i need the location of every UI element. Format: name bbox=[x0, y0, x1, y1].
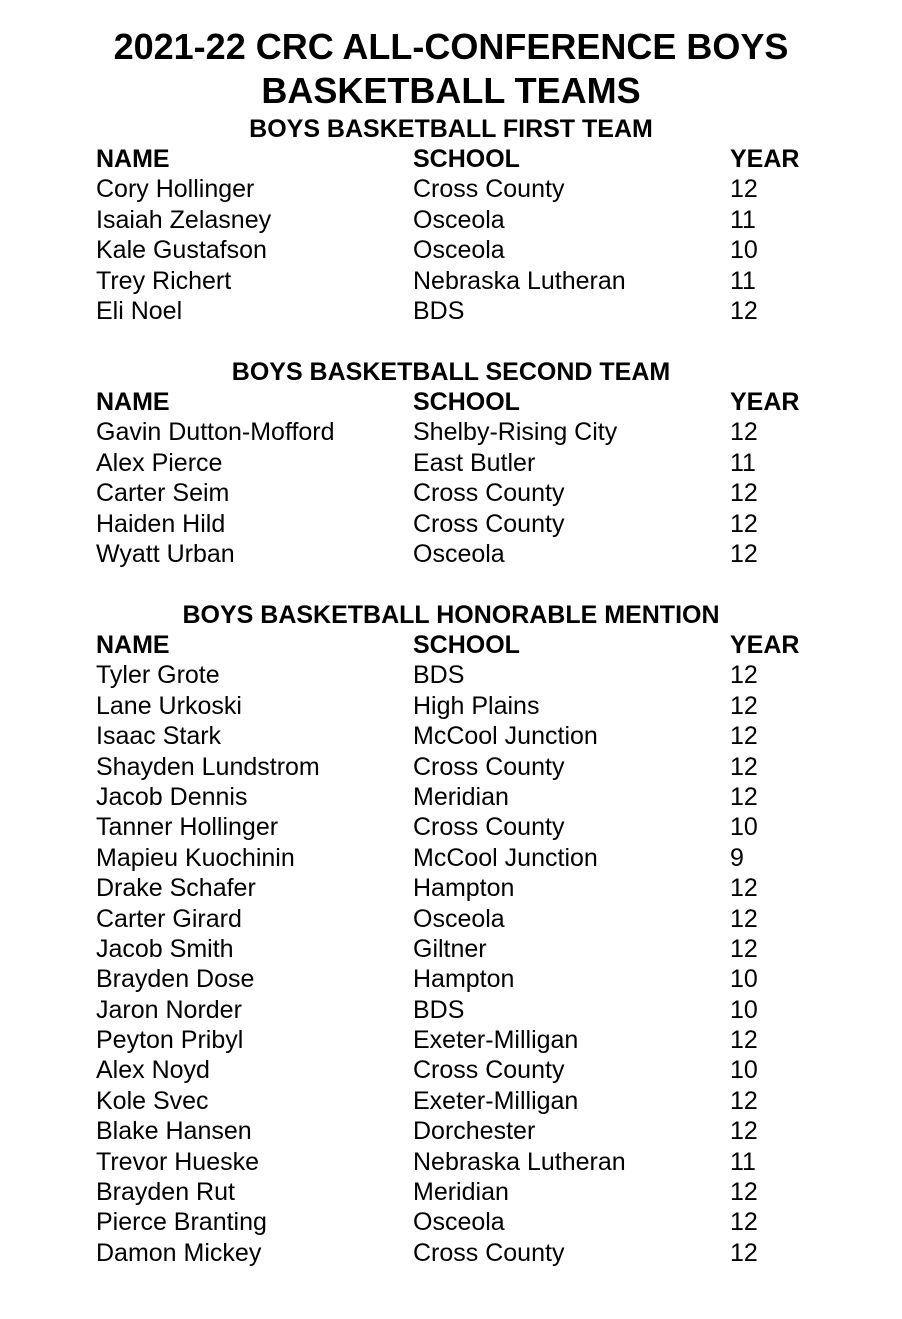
table-row bbox=[0, 205, 902, 235]
player-school: Meridian bbox=[413, 782, 509, 811]
section-heading: BOYS BASKETBALL HONORABLE MENTION bbox=[182, 601, 720, 629]
player-year: 12 bbox=[730, 661, 758, 690]
player-name: Damon Mickey bbox=[96, 1238, 262, 1267]
player-school: Dorchester bbox=[413, 1117, 536, 1146]
player-year: 12 bbox=[730, 1208, 758, 1237]
table-row bbox=[0, 478, 902, 508]
player-year: 12 bbox=[730, 479, 758, 508]
player-year: 11 bbox=[730, 266, 756, 295]
player-year: 12 bbox=[730, 1117, 758, 1146]
player-year: 12 bbox=[730, 418, 758, 447]
player-year: 9 bbox=[730, 843, 744, 872]
table-body bbox=[0, 660, 902, 1268]
page-title-line-1: 2021-22 CRC ALL-CONFERENCE BOYS bbox=[113, 26, 789, 67]
player-school: Exeter-Milligan bbox=[413, 1086, 579, 1115]
player-year: 10 bbox=[730, 236, 758, 265]
column-header-name: NAME bbox=[96, 388, 170, 416]
player-school: Hampton bbox=[413, 874, 515, 903]
table-row bbox=[0, 1177, 902, 1207]
table-header-row bbox=[0, 144, 902, 174]
player-year: 10 bbox=[730, 965, 758, 994]
player-year: 12 bbox=[730, 1178, 758, 1207]
player-name: Isaac Stark bbox=[96, 722, 222, 751]
player-year: 10 bbox=[730, 995, 758, 1024]
column-header-name: NAME bbox=[96, 631, 170, 659]
player-school: McCool Junction bbox=[413, 843, 598, 872]
player-name: Kole Svec bbox=[96, 1086, 209, 1115]
table-row bbox=[0, 721, 902, 751]
table-row bbox=[0, 995, 902, 1025]
section-first-team bbox=[0, 114, 902, 326]
player-school: Shelby-Rising City bbox=[413, 418, 618, 447]
player-year: 12 bbox=[730, 904, 758, 933]
player-name: Drake Schafer bbox=[96, 874, 256, 903]
column-header-name: NAME bbox=[96, 145, 170, 173]
player-name: Jacob Smith bbox=[96, 934, 234, 963]
player-school: BDS bbox=[413, 995, 465, 1024]
player-name: Isaiah Zelasney bbox=[96, 205, 272, 234]
player-school: High Plains bbox=[413, 691, 540, 720]
player-school: Cross County bbox=[413, 813, 565, 842]
player-name: Peyton Pribyl bbox=[96, 1026, 244, 1055]
table-row bbox=[0, 782, 902, 812]
player-name: Jaron Norder bbox=[96, 995, 242, 1024]
table-row bbox=[0, 417, 902, 447]
player-name: Gavin Dutton-Mofford bbox=[96, 418, 335, 447]
table-row bbox=[0, 539, 902, 569]
player-school: Nebraska Lutheran bbox=[413, 1147, 626, 1176]
player-year: 10 bbox=[730, 813, 758, 842]
player-year: 12 bbox=[730, 1238, 758, 1267]
player-name: Wyatt Urban bbox=[96, 539, 235, 568]
table-row bbox=[0, 873, 902, 903]
table-row bbox=[0, 174, 902, 204]
player-name: Carter Girard bbox=[96, 904, 242, 933]
table-row bbox=[0, 1207, 902, 1237]
player-school: Osceola bbox=[413, 904, 505, 933]
column-header-school: SCHOOL bbox=[413, 145, 520, 173]
player-school: Osceola bbox=[413, 1208, 505, 1237]
table-row bbox=[0, 904, 902, 934]
column-header-school: SCHOOL bbox=[413, 631, 520, 659]
column-header-school: SCHOOL bbox=[413, 388, 520, 416]
player-year: 12 bbox=[730, 722, 758, 751]
player-name: Shayden Lundstrom bbox=[96, 752, 320, 781]
player-name: Mapieu Kuochinin bbox=[96, 843, 295, 872]
player-school: Cross County bbox=[413, 752, 565, 781]
column-header-year: YEAR bbox=[730, 631, 800, 659]
player-school: BDS bbox=[413, 661, 465, 690]
table-row bbox=[0, 1147, 902, 1177]
player-year: 12 bbox=[730, 175, 758, 204]
table-row bbox=[0, 1055, 902, 1085]
player-name: Tyler Grote bbox=[96, 661, 220, 690]
player-name: Jacob Dennis bbox=[96, 782, 248, 811]
column-header-year: YEAR bbox=[730, 388, 800, 416]
player-year: 12 bbox=[730, 934, 758, 963]
player-school: East Butler bbox=[413, 448, 536, 477]
player-name: Tanner Hollinger bbox=[96, 813, 279, 842]
player-school: Osceola bbox=[413, 539, 505, 568]
player-year: 12 bbox=[730, 874, 758, 903]
player-year: 11 bbox=[730, 448, 756, 477]
player-school: Cross County bbox=[413, 1238, 565, 1267]
player-school: Cross County bbox=[413, 1056, 565, 1085]
player-name: Alex Pierce bbox=[96, 448, 223, 477]
player-school: Osceola bbox=[413, 205, 505, 234]
player-name: Pierce Branting bbox=[96, 1208, 267, 1237]
player-year: 10 bbox=[730, 1056, 758, 1085]
player-name: Eli Noel bbox=[96, 296, 183, 325]
table-row bbox=[0, 812, 902, 842]
player-name: Kale Gustafson bbox=[96, 236, 267, 265]
section-second-team bbox=[0, 357, 902, 569]
player-school: Cross County bbox=[413, 479, 565, 508]
page-title-line-2: BASKETBALL TEAMS bbox=[261, 70, 641, 111]
player-school: McCool Junction bbox=[413, 722, 598, 751]
player-name: Alex Noyd bbox=[96, 1056, 210, 1085]
player-name: Lane Urkoski bbox=[96, 691, 242, 720]
player-school: Cross County bbox=[413, 509, 565, 538]
table-header-row bbox=[0, 630, 902, 660]
player-name: Trey Richert bbox=[96, 266, 232, 295]
player-year: 11 bbox=[730, 1147, 756, 1176]
player-school: Cross County bbox=[413, 175, 565, 204]
table-row bbox=[0, 1238, 902, 1268]
table-row bbox=[0, 1025, 902, 1055]
player-name: Brayden Rut bbox=[96, 1178, 235, 1207]
player-school: Hampton bbox=[413, 965, 515, 994]
table-row bbox=[0, 266, 902, 296]
player-year: 12 bbox=[730, 782, 758, 811]
table-row bbox=[0, 1086, 902, 1116]
table-row bbox=[0, 752, 902, 782]
player-year: 12 bbox=[730, 1086, 758, 1115]
table-header-row bbox=[0, 387, 902, 417]
player-year: 12 bbox=[730, 752, 758, 781]
table-row bbox=[0, 296, 902, 326]
player-name: Blake Hansen bbox=[96, 1117, 252, 1146]
table-row bbox=[0, 691, 902, 721]
table-row bbox=[0, 660, 902, 690]
table-row bbox=[0, 235, 902, 265]
table-body bbox=[0, 174, 902, 326]
table-row bbox=[0, 509, 902, 539]
player-year: 12 bbox=[730, 1026, 758, 1055]
player-name: Trevor Hueske bbox=[96, 1147, 260, 1176]
table-row bbox=[0, 934, 902, 964]
table-body bbox=[0, 417, 902, 569]
section-heading: BOYS BASKETBALL FIRST TEAM bbox=[249, 115, 653, 143]
table-row bbox=[0, 843, 902, 873]
player-year: 12 bbox=[730, 509, 758, 538]
table-row bbox=[0, 1116, 902, 1146]
player-school: Osceola bbox=[413, 236, 505, 265]
player-name: Brayden Dose bbox=[96, 965, 255, 994]
player-school: Nebraska Lutheran bbox=[413, 266, 626, 295]
player-name: Haiden Hild bbox=[96, 509, 226, 538]
section-heading: BOYS BASKETBALL SECOND TEAM bbox=[231, 358, 671, 386]
player-year: 12 bbox=[730, 296, 758, 325]
table-row bbox=[0, 964, 902, 994]
player-school: Exeter-Milligan bbox=[413, 1026, 579, 1055]
player-school: BDS bbox=[413, 296, 465, 325]
player-year: 12 bbox=[730, 539, 758, 568]
player-year: 11 bbox=[730, 205, 756, 234]
player-school: Giltner bbox=[413, 934, 487, 963]
table-row bbox=[0, 448, 902, 478]
player-school: Meridian bbox=[413, 1178, 509, 1207]
section-honorable-mention bbox=[0, 600, 902, 1268]
player-name: Cory Hollinger bbox=[96, 175, 255, 204]
player-year: 12 bbox=[730, 691, 758, 720]
column-header-year: YEAR bbox=[730, 145, 800, 173]
player-name: Carter Seim bbox=[96, 479, 230, 508]
